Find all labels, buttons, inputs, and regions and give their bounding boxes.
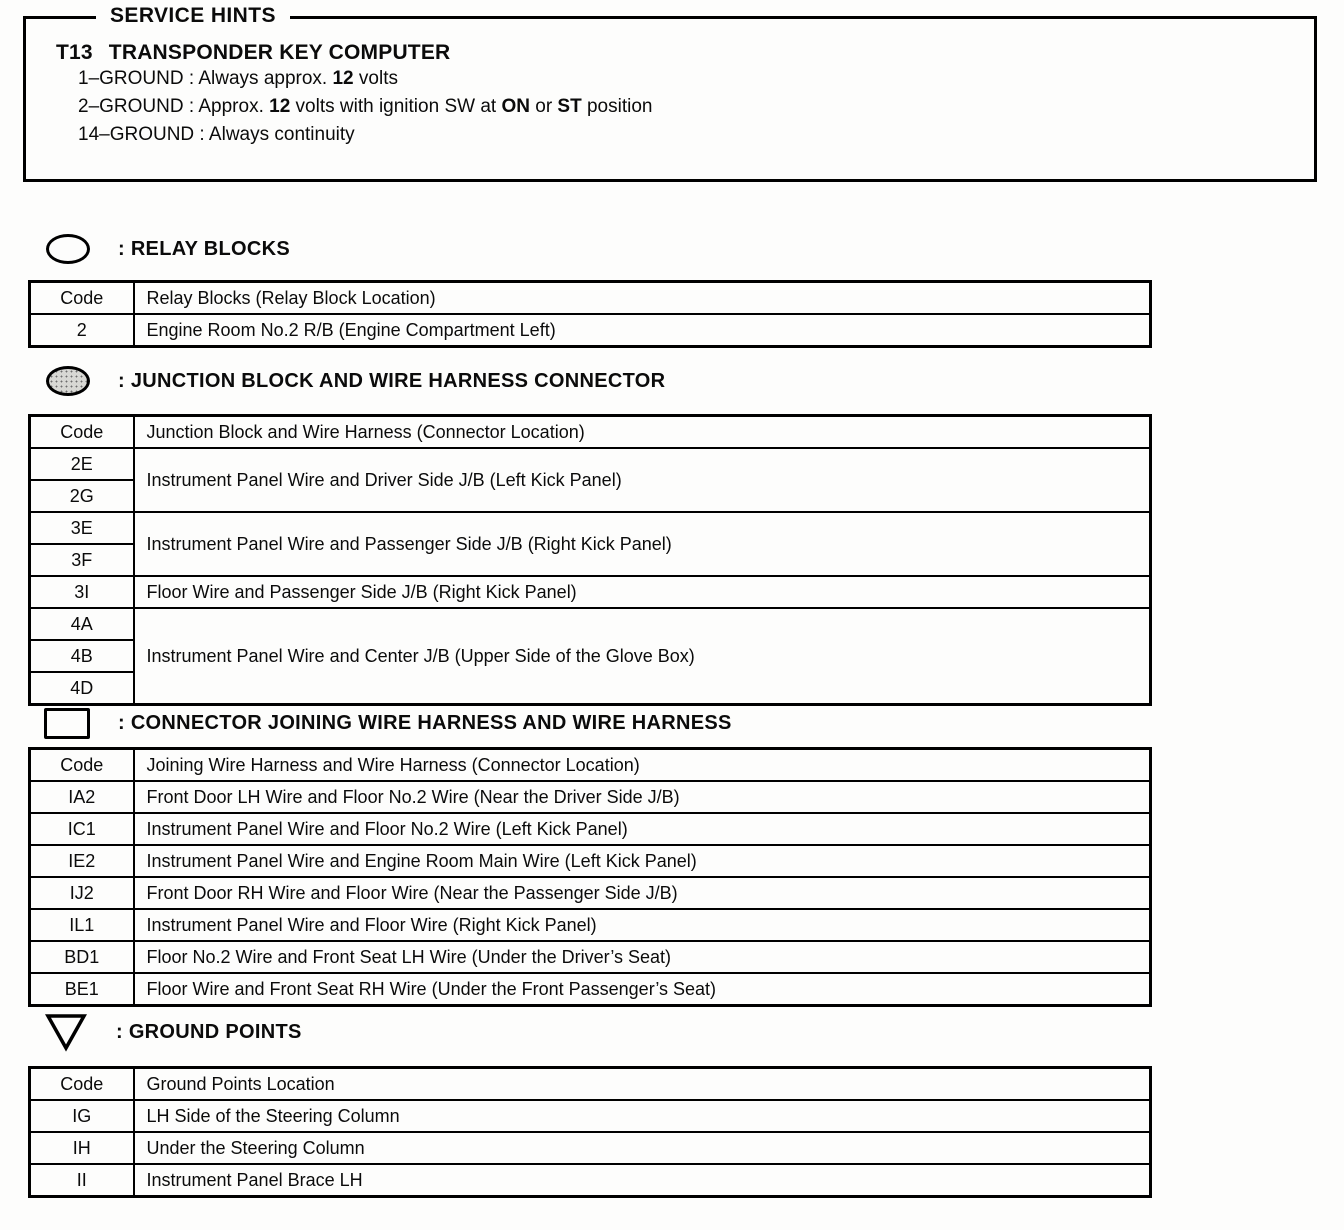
table-row — [30, 512, 1151, 544]
code-cell: 4D — [30, 672, 134, 705]
table-row — [30, 1132, 1151, 1164]
code-cell: IE2 — [30, 845, 134, 877]
table-row — [30, 845, 1151, 877]
table-row — [30, 608, 1151, 640]
table-header-row — [30, 1068, 1151, 1101]
desc-cell: LH Side of the Steering Column — [134, 1100, 1151, 1132]
desc-cell: Instrument Panel Wire and Driver Side J/B (Left Kick Panel) — [134, 448, 1151, 512]
hint-line-1: 1–GROUND : Always approx. 12 volts — [78, 68, 398, 89]
junction-blocks-table — [28, 414, 1152, 706]
table-row — [30, 941, 1151, 973]
desc-cell: Front Door RH Wire and Floor Wire (Near the Passenger Side J/B) — [134, 877, 1151, 909]
code-cell: IA2 — [30, 781, 134, 813]
desc-cell: Front Door LH Wire and Floor No.2 Wire (Near the Driver Side J/B) — [134, 781, 1151, 813]
relay-blocks-section-title: : RELAY BLOCKS — [118, 237, 291, 260]
code-header-cell: Code — [30, 416, 134, 449]
junction-block-shaded-oval-icon — [46, 366, 90, 396]
code-cell: II — [30, 1164, 134, 1197]
ground-points-section-title: : GROUND POINTS — [116, 1020, 302, 1043]
code-header-cell: Code — [30, 282, 134, 315]
table-header-row — [30, 749, 1151, 782]
desc-header-cell: Ground Points Location — [134, 1068, 1151, 1101]
code-cell: BD1 — [30, 941, 134, 973]
table-header-row — [30, 416, 1151, 449]
code-cell: IG — [30, 1100, 134, 1132]
relay-block-oval-icon — [46, 234, 90, 264]
connectors-section-heading — [44, 708, 732, 738]
connectors-table — [28, 747, 1152, 1007]
code-cell: BE1 — [30, 973, 134, 1006]
desc-header-cell: Junction Block and Wire Harness (Connector Location) — [134, 416, 1151, 449]
table-row — [30, 576, 1151, 608]
code-cell: IC1 — [30, 813, 134, 845]
ground-points-table — [28, 1066, 1152, 1198]
table-row — [30, 781, 1151, 813]
code-cell: 3E — [30, 512, 134, 544]
service-hints-box — [23, 4, 1317, 182]
connector-rectangle-icon — [44, 708, 90, 739]
junction-blocks-section-heading — [46, 366, 665, 396]
table-row — [30, 1164, 1151, 1197]
component-code: T13 — [56, 41, 93, 64]
table-row — [30, 1100, 1151, 1132]
desc-cell: Instrument Panel Wire and Passenger Side J/B (Right Kick Panel) — [134, 512, 1151, 576]
desc-cell: Floor No.2 Wire and Front Seat LH Wire (Under the Driver’s Seat) — [134, 941, 1151, 973]
table-row — [30, 314, 1151, 347]
code-cell: 3F — [30, 544, 134, 576]
code-cell: IL1 — [30, 909, 134, 941]
code-cell: 4B — [30, 640, 134, 672]
ground-point-triangle-icon — [44, 1011, 88, 1053]
relay-blocks-table — [28, 280, 1152, 348]
code-header-cell: Code — [30, 749, 134, 782]
desc-cell: Instrument Panel Wire and Center J/B (Upper Side of the Glove Box) — [134, 608, 1151, 705]
desc-cell: Floor Wire and Front Seat RH Wire (Under the Front Passenger’s Seat) — [134, 973, 1151, 1006]
desc-cell: Instrument Panel Wire and Engine Room Main Wire (Left Kick Panel) — [134, 845, 1151, 877]
desc-cell: Instrument Panel Wire and Floor Wire (Right Kick Panel) — [134, 909, 1151, 941]
table-row — [30, 813, 1151, 845]
desc-cell: Floor Wire and Passenger Side J/B (Right Kick Panel) — [134, 576, 1151, 608]
code-cell: 3I — [30, 576, 134, 608]
code-cell: IH — [30, 1132, 134, 1164]
code-header-cell: Code — [30, 1068, 134, 1101]
desc-header-cell: Joining Wire Harness and Wire Harness (Connector Location) — [134, 749, 1151, 782]
hint-line-2: 2–GROUND : Approx. 12 volts with ignition SW at ON or ST position — [78, 96, 653, 117]
hint-line-3: 14–GROUND : Always continuity — [78, 124, 355, 145]
table-header-row — [30, 282, 1151, 315]
code-cell: 2E — [30, 448, 134, 480]
service-hints-box-title: SERVICE HINTS — [96, 4, 290, 28]
table-row — [30, 973, 1151, 1006]
component-name: TRANSPONDER KEY COMPUTER — [108, 41, 451, 64]
table-row — [30, 877, 1151, 909]
table-row — [30, 909, 1151, 941]
code-cell: 2G — [30, 480, 134, 512]
ground-points-section-heading — [44, 1010, 302, 1054]
desc-cell: Under the Steering Column — [134, 1132, 1151, 1164]
table-row — [30, 448, 1151, 480]
junction-blocks-section-title: : JUNCTION BLOCK AND WIRE HARNESS CONNECTOR — [118, 369, 666, 392]
relay-blocks-section-heading — [46, 234, 290, 264]
desc-header-cell: Relay Blocks (Relay Block Location) — [134, 282, 1151, 315]
code-cell: 4A — [30, 608, 134, 640]
code-cell: IJ2 — [30, 877, 134, 909]
desc-cell: Instrument Panel Brace LH — [134, 1164, 1151, 1197]
code-cell: 2 — [30, 314, 134, 347]
component-heading — [56, 41, 1314, 65]
desc-cell: Engine Room No.2 R/B (Engine Compartment Left) — [134, 314, 1151, 347]
desc-cell: Instrument Panel Wire and Floor No.2 Wire (Left Kick Panel) — [134, 813, 1151, 845]
connectors-section-title: : CONNECTOR JOINING WIRE HARNESS AND WIRE HARNESS — [118, 711, 732, 734]
